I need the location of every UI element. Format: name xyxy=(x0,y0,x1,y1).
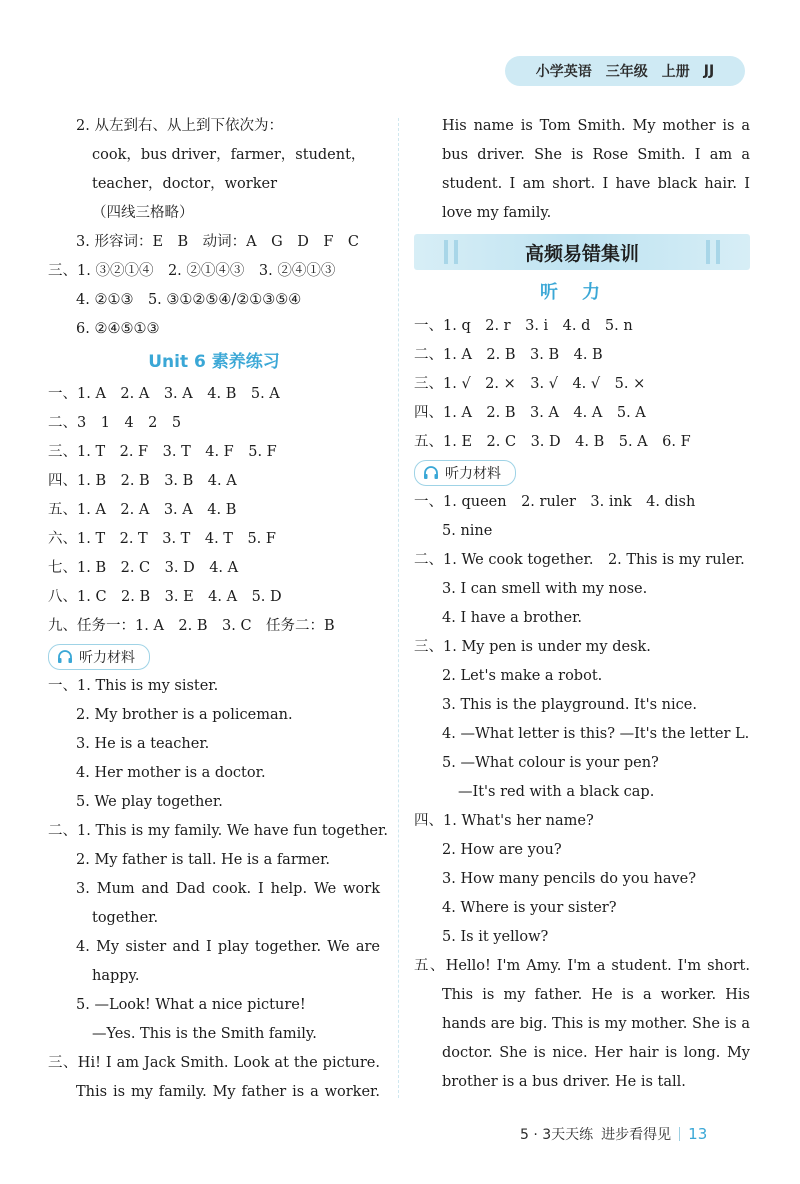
header-subject: 小学英语 xyxy=(535,64,592,80)
material-line: happy. xyxy=(92,968,140,984)
material-line: 四、1. What's her name? xyxy=(414,813,594,829)
material-line: bus driver. She is Rose Smith. I am a xyxy=(442,147,750,163)
material-line: This is my family. My father is a worker. xyxy=(76,1084,380,1100)
answer-line: 四、1. A 2. B 3. A 4. A 5. A xyxy=(414,405,646,421)
material-line: 2. How are you? xyxy=(442,842,562,858)
material-line: 2. Let's make a robot. xyxy=(442,668,603,684)
headphones-icon xyxy=(57,650,73,664)
material-line: 5. —Look! What a nice picture! xyxy=(76,997,306,1013)
left-column xyxy=(48,112,388,1107)
material-line: 5. —What colour is your pen? xyxy=(442,755,659,771)
material-line: 三、Hi! I am Jack Smith. Look at the picture. xyxy=(48,1055,380,1071)
material-line: student. I am short. I have black hair. I xyxy=(442,176,750,192)
material-line: 2. My brother is a policeman. xyxy=(76,707,293,723)
answer-line: （四线三格略） xyxy=(92,205,194,221)
material-line: His name is Tom Smith. My mother is a xyxy=(442,118,750,134)
footer-separator xyxy=(679,1127,680,1141)
material-line: 二、1. We cook together. 2. This is my ruler. xyxy=(414,552,745,568)
material-line: together. xyxy=(92,910,159,926)
unit-title: Unit 6 素养练习 xyxy=(148,352,280,372)
answer-line: 三、1. √ 2. × 3. √ 4. √ 5. × xyxy=(414,376,646,392)
material-line: 3. How many pencils do you have? xyxy=(442,871,697,887)
page-number: 13 xyxy=(688,1125,708,1143)
material-line: 5. Is it yellow? xyxy=(442,929,549,945)
material-line: 5. We play together. xyxy=(76,794,223,810)
header-pill xyxy=(505,56,745,86)
answer-line: 八、1. C 2. B 3. E 4. A 5. D xyxy=(48,589,282,605)
answer-line: 三、1. ③②①④ 2. ②①④③ 3. ②④①③ xyxy=(48,263,336,279)
answer-line: 五、1. E 2. C 3. D 4. B 5. A 6. F xyxy=(414,434,691,450)
header-edition: JJ xyxy=(703,63,715,79)
listening-material-label: 听力材料 xyxy=(445,466,501,482)
banner-decoration xyxy=(706,240,710,264)
banner-title: 高频易错集训 xyxy=(524,242,639,265)
answer-line: 二、1. A 2. B 3. B 4. B xyxy=(414,347,603,363)
banner-decoration xyxy=(716,240,720,264)
headphones-icon xyxy=(423,466,439,480)
answer-line: 四、1. B 2. B 3. B 4. A xyxy=(48,473,237,489)
listening-material-label: 听力材料 xyxy=(79,650,135,666)
answer-line: teacher，doctor，worker xyxy=(92,176,278,192)
answer-line: 九、任务一：1. A 2. B 3. C 任务二：B xyxy=(48,618,335,634)
answer-line: 五、1. A 2. A 3. A 4. B xyxy=(48,502,237,518)
material-line: 4. My sister and I play together. We are xyxy=(76,939,380,955)
material-line: —Yes. This is the Smith family. xyxy=(92,1026,317,1042)
material-line: 3. This is the playground. It's nice. xyxy=(442,697,697,713)
answer-line: 4. ②①③ 5. ③①②⑤④/②①③⑤④ xyxy=(76,292,302,308)
right-column xyxy=(414,112,750,1097)
material-line: 3. Mum and Dad cook. I help. We work xyxy=(76,881,380,897)
material-line: 4. Her mother is a doctor. xyxy=(76,765,266,781)
material-line: 2. My father is tall. He is a farmer. xyxy=(76,852,331,868)
material-line: 3. I can smell with my nose. xyxy=(442,581,648,597)
answer-line: 三、1. T 2. F 3. T 4. F 5. F xyxy=(48,444,277,460)
answer-line: 六、1. T 2. T 3. T 4. T 5. F xyxy=(48,531,276,547)
answer-line: 一、1. A 2. A 3. A 4. B 5. A xyxy=(48,386,280,402)
material-line: 一、1. queen 2. ruler 3. ink 4. dish xyxy=(414,494,696,510)
listening-material-tag xyxy=(414,460,516,486)
material-line: This is my father. He is a worker. His xyxy=(442,987,750,1003)
listening-subtitle: 听力 xyxy=(540,282,624,303)
answer-line: 6. ②④⑤①③ xyxy=(76,321,160,337)
column-divider xyxy=(398,118,399,1098)
answer-line: 七、1. B 2. C 3. D 4. A xyxy=(48,560,239,576)
answer-line: 一、1. q 2. r 3. i 4. d 5. n xyxy=(414,318,633,334)
material-line: doctor. She is nice. Her hair is long. My xyxy=(442,1045,750,1061)
material-line: 4. —What letter is this? —It's the letter L. xyxy=(442,726,750,742)
material-line: 4. I have a brother. xyxy=(442,610,583,626)
material-line: 3. He is a teacher. xyxy=(76,736,210,752)
section-banner xyxy=(414,234,750,270)
listening-material-tag xyxy=(48,644,150,670)
material-line: 五、Hello! I'm Amy. I'm a student. I'm short. xyxy=(414,958,750,974)
banner-decoration xyxy=(444,240,448,264)
material-line: 一、1. This is my sister. xyxy=(48,678,219,694)
answer-line: cook，bus driver，farmer，student， xyxy=(92,147,366,163)
page-footer xyxy=(520,1124,707,1144)
footer-brand: 5 · 3天天练 xyxy=(520,1127,594,1143)
answer-line: 二、3 1 4 2 5 xyxy=(48,415,182,431)
material-line: hands are big. This is my mother. She is a xyxy=(442,1016,750,1032)
material-line: 二、1. This is my family. We have fun together. xyxy=(48,823,388,839)
answer-line: 3. 形容词：E B 动词：A G D F C xyxy=(76,234,360,250)
material-line: —It's red with a black cap. xyxy=(458,784,655,800)
material-line: 4. Where is your sister? xyxy=(442,900,617,916)
material-line: 5. nine xyxy=(442,523,493,539)
material-line: brother is a bus driver. He is tall. xyxy=(442,1074,686,1090)
material-line: 三、1. My pen is under my desk. xyxy=(414,639,651,655)
header-volume: 上册 xyxy=(661,64,690,80)
material-line: love my family. xyxy=(442,205,552,221)
footer-slogan: 进步看得见 xyxy=(601,1127,672,1143)
answer-line: 2. 从左到右、从上到下依次为： xyxy=(76,118,283,134)
banner-decoration xyxy=(454,240,458,264)
header-grade: 三年级 xyxy=(605,64,648,80)
